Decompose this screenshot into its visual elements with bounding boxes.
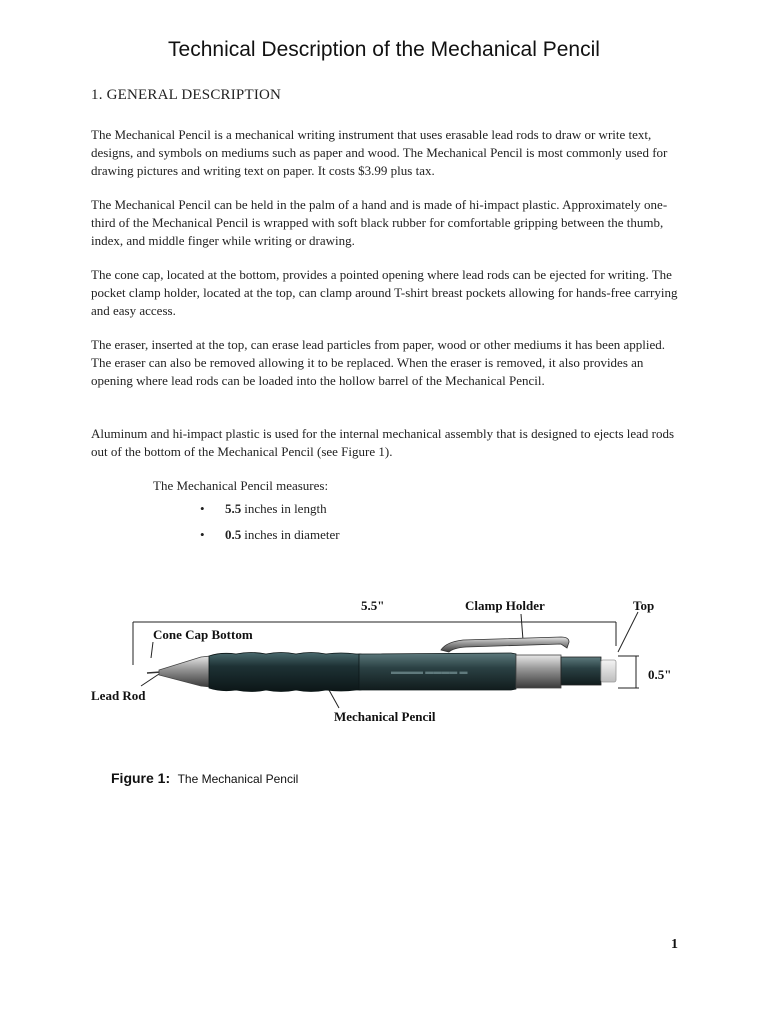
paragraph: Aluminum and hi-impact plastic is used for the internal mechanical assembly that is designed to ejects lead rods out of the bottom of the Mechanical Pencil (see Figure 1). bbox=[91, 426, 675, 459]
cone-cap bbox=[159, 656, 211, 687]
cone-leader-line bbox=[151, 642, 153, 658]
clamp-holder-label: Clamp Holder bbox=[465, 598, 545, 613]
clamp-leader-line bbox=[521, 614, 523, 640]
paragraph: The cone cap, located at the bottom, provides a pointed opening where lead rods can be ejected for writing. The pocket clamp holder, located at the top, can clamp around T-shirt breast pockets allowing for hands-free carrying and easy access. bbox=[91, 267, 678, 318]
length-label: 5.5" bbox=[361, 598, 385, 613]
figure-caption-label: Figure 1: bbox=[111, 770, 171, 786]
measures-intro: The Mechanical Pencil measures: bbox=[153, 478, 329, 493]
page-title: Technical Description of the Mechanical Pencil bbox=[168, 38, 600, 61]
eraser bbox=[601, 660, 616, 682]
measures-list bbox=[200, 500, 340, 552]
diameter-dimension-line bbox=[618, 656, 639, 688]
figure-caption bbox=[111, 770, 298, 788]
svg-text:▬▬▬▬ ▬▬▬▬ ▬: ▬▬▬▬ ▬▬▬▬ ▬ bbox=[391, 667, 468, 676]
upper-barrel bbox=[561, 657, 601, 685]
body-leader-line bbox=[329, 690, 339, 708]
rubber-grip bbox=[209, 653, 361, 692]
bullet-icon: • bbox=[200, 527, 205, 542]
top-leader-line bbox=[618, 612, 638, 652]
cone-cap-bottom-label: Cone Cap Bottom bbox=[153, 627, 253, 642]
bullet-icon: • bbox=[200, 501, 205, 516]
list-item bbox=[200, 500, 340, 526]
top-collar bbox=[516, 655, 561, 688]
diameter-label: 0.5" bbox=[648, 667, 672, 682]
lead-leader-line bbox=[141, 674, 159, 686]
paragraph: The eraser, inserted at the top, can erase lead particles from paper, wood or other mediums it has been applied. The eraser can also be removed allowing it to be replaced. When the eraser is removed, it also provides an opening where lead rods can be loaded into the hollow barrel of the Mechanical Pencil. bbox=[91, 337, 665, 388]
clamp-holder bbox=[441, 637, 569, 652]
page-number: 1 bbox=[671, 937, 678, 952]
top-label: Top bbox=[633, 598, 655, 613]
figure-caption-text: The Mechanical Pencil bbox=[177, 772, 299, 786]
pencil-diagram bbox=[91, 590, 681, 730]
list-item bbox=[200, 526, 340, 552]
measure-text: inches in length bbox=[244, 501, 327, 516]
measure-value: 5.5 bbox=[225, 501, 242, 516]
measure-text: inches in diameter bbox=[244, 527, 340, 542]
pencil-figure bbox=[91, 590, 681, 730]
paragraph: The Mechanical Pencil is a mechanical writing instrument that uses erasable lead rods to draw or write text, designs, and symbols on mediums such as paper and wood. The Mechanical Pencil is most commonly used for drawing pictures and writing text on paper. It costs $3.99 plus tax. bbox=[91, 127, 668, 178]
lead-rod-label: Lead Rod bbox=[91, 688, 146, 703]
measure-value: 0.5 bbox=[225, 527, 242, 542]
mechanical-pencil-label: Mechanical Pencil bbox=[334, 709, 436, 724]
section-heading: 1. GENERAL DESCRIPTION bbox=[91, 87, 282, 103]
paragraph: The Mechanical Pencil can be held in the palm of a hand and is made of hi-impact plastic. Approximately one-third of the Mechanical Pencil is wrapped with soft black rubber for comfortable gripping between the thumb, index, and middle finger while writing or drawing. bbox=[91, 197, 668, 248]
